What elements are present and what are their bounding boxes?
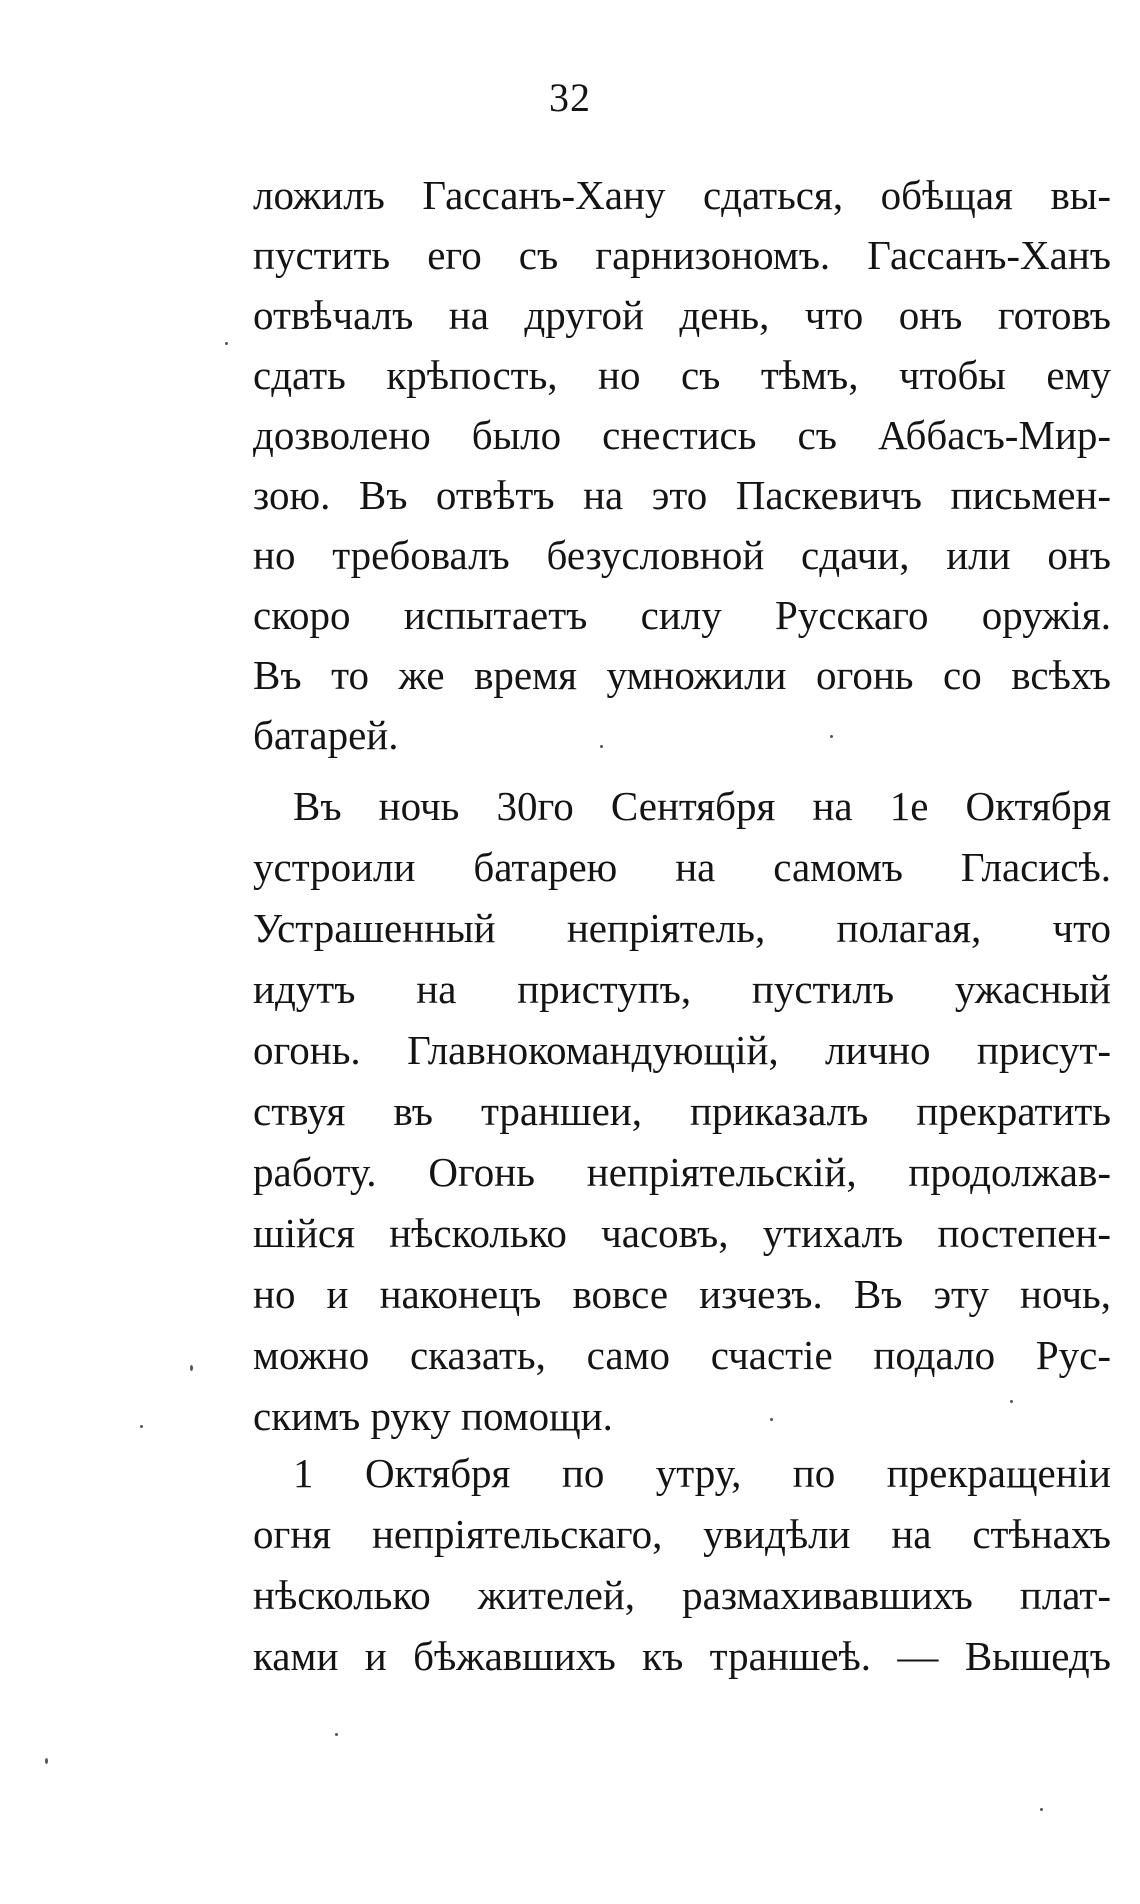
- text-line: скимъ руку помощи.: [253, 1393, 613, 1439]
- text-line: идутъ на приступъ, пустилъ ужасный: [253, 966, 1111, 1012]
- scan-speck: [225, 342, 228, 345]
- text-line: Въ то же время умножили огонь со всѣхъ: [253, 652, 1111, 698]
- text-line: работу. Огонь непріятельскій, продолжав-: [253, 1149, 1111, 1195]
- scan-speck: [1040, 1808, 1043, 1811]
- text-line: сдать крѣпость, но съ тѣмъ, чтобы ему: [253, 352, 1111, 398]
- text-line: огня непріятельскаго, увидѣли на стѣнахъ: [253, 1511, 1111, 1557]
- paragraph-1: [253, 165, 1111, 765]
- scan-speck: [140, 1425, 143, 1428]
- scan-speck: [600, 745, 603, 748]
- text-line: батарей.: [253, 712, 399, 758]
- text-line: ками и бѣжавшихъ къ траншеѣ. — Вышедъ: [253, 1633, 1111, 1679]
- text-line: скоро испытаетъ силу Русскаго оружія.: [253, 592, 1111, 638]
- paragraph-2: [253, 776, 1111, 1447]
- text-line: Устрашенный непріятель, полагая, что: [253, 905, 1111, 951]
- paragraph-3: [253, 1443, 1111, 1687]
- scan-speck: [190, 1365, 193, 1371]
- text-line: можно сказать, само счастіе подало Рус-: [253, 1332, 1111, 1378]
- text-line: пустить его съ гарнизономъ. Гассанъ-Ханъ: [253, 232, 1111, 278]
- text-line: но требовалъ безусловной сдачи, или онъ: [253, 532, 1111, 578]
- scan-speck: [830, 735, 833, 738]
- text-line: ложилъ Гассанъ-Хану сдаться, обѣщая вы-: [253, 172, 1111, 218]
- text-line: отвѣчалъ на другой день, что онъ готовъ: [253, 292, 1111, 338]
- text-line: дозволено было снестись съ Аббасъ-Мир-: [253, 412, 1111, 458]
- text-line: 1 Октября по утру, по прекращеніи: [293, 1450, 1111, 1496]
- text-line: устроили батарею на самомъ Гласисѣ.: [253, 844, 1111, 890]
- text-line: огонь. Главнокомандующій, лично присут-: [253, 1027, 1111, 1073]
- text-line: Въ ночь 30го Сентября на 1е Октября: [293, 783, 1111, 829]
- scan-speck: [770, 1418, 773, 1421]
- text-line: шійся нѣсколько часовъ, утихалъ постепен-: [253, 1210, 1111, 1256]
- scan-speck: [335, 1733, 338, 1736]
- text-line: нѣсколько жителей, размахивавшихъ плат-: [253, 1572, 1111, 1618]
- text-line: но и наконецъ вовсе изчезъ. Въ эту ночь,: [253, 1271, 1111, 1317]
- page-number: 32: [549, 75, 591, 120]
- text-line: зою. Въ отвѣтъ на это Паскевичъ письмен-: [253, 472, 1111, 518]
- scan-speck: [45, 1758, 48, 1764]
- scan-speck: [1010, 1400, 1013, 1403]
- text-line: ствуя въ траншеи, приказалъ прекратить: [253, 1088, 1111, 1134]
